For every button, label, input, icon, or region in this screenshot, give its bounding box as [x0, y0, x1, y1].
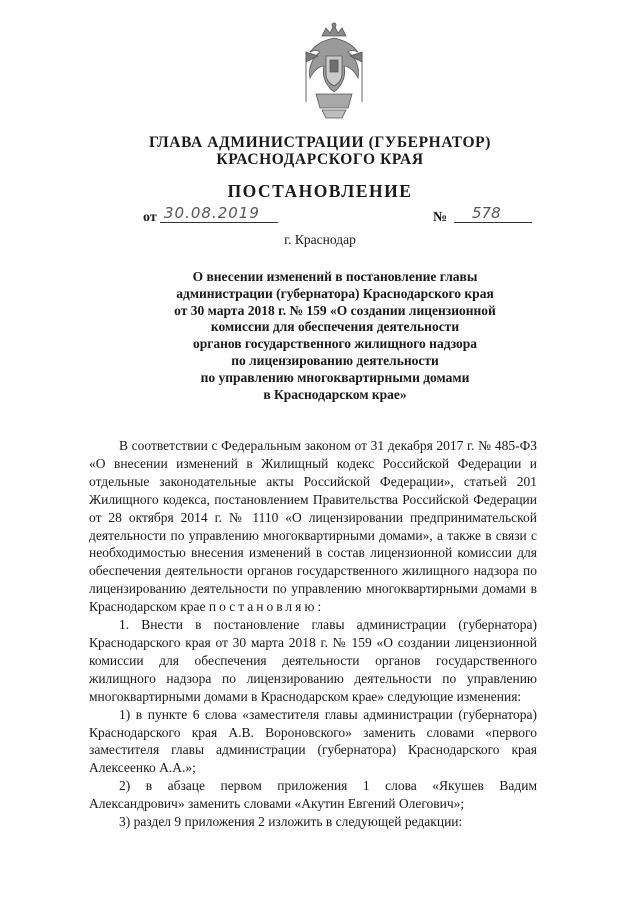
preamble-text: В соответствии с Федеральным законом от 31 декабря 2017 г. № 485-ФЗ «О внесении изменений в Жилищный кодекс Российской Федерации и отдельные законодательные акты Российской Федерации», статьей 201 Жилищного кодекса, постановлением Правительства Российской Федерации от 28 октября 2014 г. № 1110 «О лицензировании предпринимательской деятельности по управлению многоквартирными домами», а также в связи с необходимостью внесения изменений в состав лицензионной комиссии для обеспечения деятельности органов государственного жилищного надзора по лицензированию деятельности по управлению многоквартирными домами в Краснодарском крае: [89, 438, 537, 615]
title-line: от 30 марта 2018 г. № 159 «О создании лицензионной: [174, 302, 496, 318]
paragraph-item-1: 1. Внести в постановление главы администрации (губернатора) Краснодарского края от 30 марта 2018 г. № 159 «О создании лицензионной комиссии для обеспечения деятельности органов государственного жилищного надзора по лицензированию деятельности по управлению многоквартирными домами в Краснодарском крае» следующие изменения:: [89, 617, 537, 704]
paragraph-preamble: [89, 437, 537, 616]
title-line: О внесении изменений в постановление главы: [192, 269, 478, 284]
title-line: по лицензированию деятельности: [231, 352, 439, 368]
number-value: 578: [454, 204, 532, 223]
date-label: от: [143, 210, 157, 225]
date-value: 30.08.2019: [160, 204, 278, 223]
document-type: ПОСТАНОВЛЕНИЕ: [227, 181, 413, 201]
issuer-line-2: КРАСНОДАРСКОГО КРАЯ: [216, 151, 424, 168]
issuer-line-1: ГЛАВА АДМИНИСТРАЦИИ (ГУБЕРНАТОР): [149, 134, 491, 151]
title-line: органов государственного жилищного надзора: [192, 336, 478, 352]
document-body: [89, 437, 537, 831]
number-label: №: [433, 210, 448, 225]
city: г. Краснодар: [284, 232, 356, 247]
decree-word: постановляю:: [208, 599, 325, 615]
coat-of-arms-icon: [296, 22, 372, 120]
paragraph-subitem-2: 2) в абзаце первом приложения 1 слова «Якушев Вадим Александрович» заменить словами «Акутин Евгений Олегович»;: [89, 778, 537, 812]
title-line: администрации (губернатора) Краснодарского края: [176, 285, 494, 301]
title-line: комиссии для обеспечения деятельности: [210, 319, 460, 335]
document-title: [130, 269, 540, 403]
paragraph-subitem-3: 3) раздел 9 приложения 2 изложить в следующей редакции:: [119, 814, 463, 830]
title-line: по управлению многоквартирными домами: [200, 369, 470, 385]
paragraph-subitem-1: 1) в пункте 6 слова «заместителя главы администрации (губернатора) Краснодарского края А.В. Вороновского» заменить словами «первого заместителя главы администрации (губернатора) Краснодарского края Алексеенко А.А.»;: [89, 706, 537, 776]
title-line: в Краснодарском крае»: [263, 386, 407, 402]
